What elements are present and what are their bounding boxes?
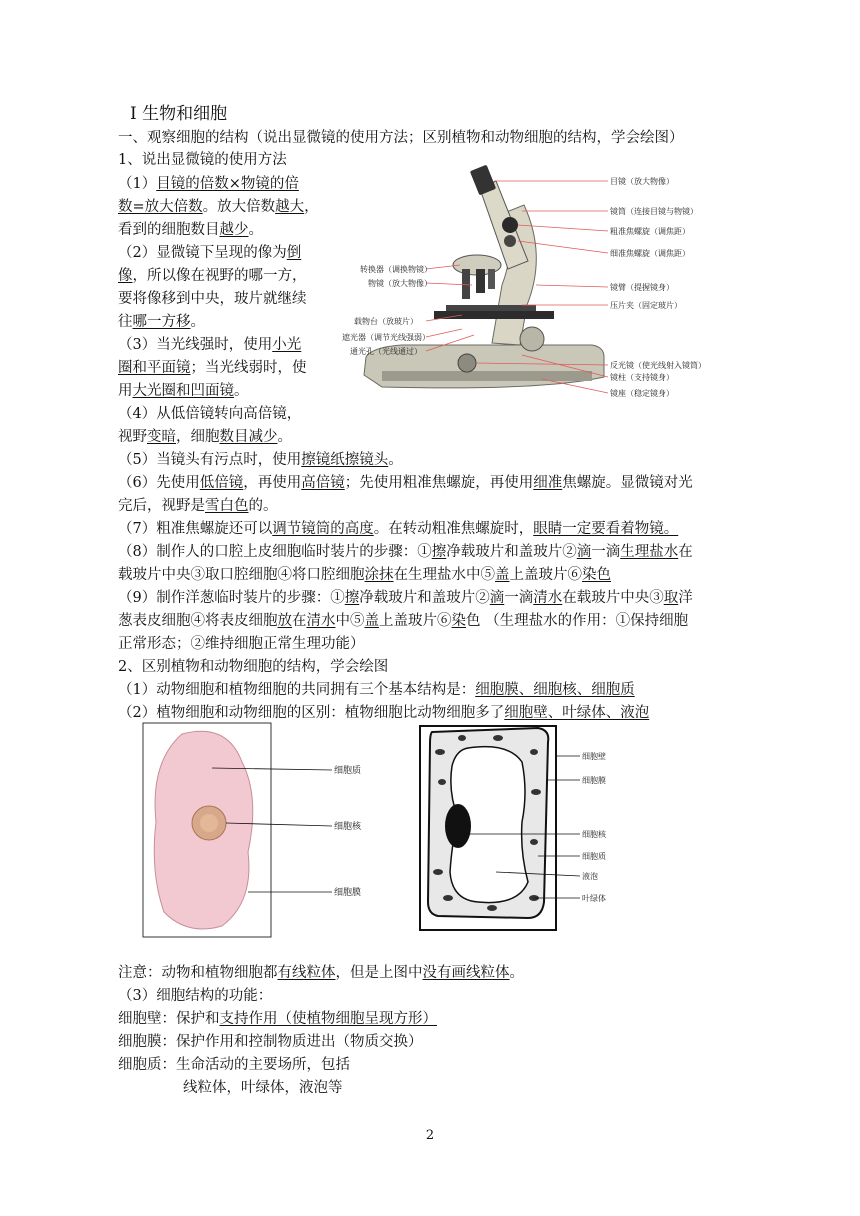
label-chloroplast: 叶绿体 [582, 894, 606, 903]
function-cytoplasm: 细胞质：生命活动的主要场所，包括 [118, 1057, 350, 1073]
label-vacuole: 液泡 [582, 872, 598, 881]
subsection-2: 2、区别植物和动物细胞的结构，学会绘图 [118, 659, 389, 675]
item-3-line-3: 用大光圈和凹面镜。 [118, 383, 249, 399]
function-cytoplasm-contents: 线粒体，叶绿体，液泡等 [183, 1080, 343, 1096]
label-arm: 镜臂（提握镜身） [610, 283, 674, 292]
item-9-line-2: 葱表皮细胞④将表皮细胞放在清水中⑤盖上盖玻片⑥染色 （生理盐水的作用：①保持细胞 [118, 613, 689, 629]
label-nucleus: 细胞核 [334, 822, 362, 832]
function-cell-wall: 细胞壁：保护和支持作用（使植物细胞呈现方形） [118, 1011, 437, 1027]
label-plant-membrane: 细胞膜 [582, 776, 606, 785]
label-coarse-focus: 粗准焦螺旋（调焦距） [610, 227, 690, 236]
label-cell-wall: 细胞壁 [582, 752, 606, 761]
label-pillar: 镜柱（支持镜身） [610, 373, 674, 382]
item-2-line-3: 要将像移到中央，玻片就继续 [118, 291, 307, 307]
label-plant-cytoplasm: 细胞质 [582, 852, 606, 861]
subsection-1: 1、说出显微镜的使用方法 [118, 152, 287, 168]
label-plant-nucleus: 细胞核 [582, 830, 606, 839]
item-3-line-1: （3）当光线强时，使用小光 [118, 337, 302, 353]
item-5: （5）当镜头有污点时，使用擦镜纸擦镜头。 [118, 452, 403, 468]
label-cytoplasm: 细胞质 [334, 766, 362, 776]
section-heading: 一、观察细胞的结构（说出显微镜的使用方法；区别植物和动物细胞的结构，学会绘图） [118, 130, 684, 146]
label-fine-focus: 细准焦螺旋（调焦距） [610, 249, 690, 258]
item-8-line-1: （8）制作人的口腔上皮细胞临时装片的步骤：①擦净载玻片和盖玻片②滴一滴生理盐水在 [118, 544, 693, 560]
page-number: 2 [425, 1128, 435, 1143]
label-stage: 载物台（放玻片） [354, 317, 418, 326]
item-1-line-1: （1）目镜的倍数×物镜的倍 [118, 176, 299, 192]
item-1-line-2: 数=放大倍数。放大倍数越大， [118, 199, 319, 215]
item-9-line-3: 正常形态；②维持细胞正常生理功能） [118, 636, 365, 652]
item-3-line-2: 圈和平面镜；当光线弱时，使 [118, 360, 307, 376]
label-membrane: 细胞膜 [334, 888, 362, 898]
point-1: （1）动物细胞和植物细胞的共同拥有三个基本结构是：细胞膜、细胞核、细胞质 [118, 682, 635, 698]
label-base: 镜座（稳定镜身） [610, 389, 674, 398]
label-tube: 镜筒（连接目镜与物镜） [610, 207, 698, 216]
animal-cell-diagram [142, 722, 374, 938]
plant-cell-diagram [418, 722, 628, 932]
label-converter: 转换器（调换物镜） [360, 265, 432, 274]
point-2: （2）植物细胞和动物细胞的区别：植物细胞比动物细胞多了细胞壁、叶绿体、液泡 [118, 705, 650, 721]
label-mirror: 反光镜（使光线射入镜筒） [610, 361, 706, 370]
point-3: （3）细胞结构的功能： [118, 988, 273, 1004]
label-light-hole: 通光孔（光线通过） [350, 347, 422, 356]
label-diaphragm: 遮光器（调节光线强弱） [342, 333, 430, 342]
chapter-heading: Ⅰ 生物和细胞 [130, 104, 228, 124]
item-2-line-2: 像，所以像在视野的哪一方， [118, 268, 307, 284]
item-7: （7）粗准焦螺旋还可以调节镜筒的高度。在转动粗准焦螺旋时，眼睛一定要看着物镜。 [118, 521, 679, 537]
item-8-line-2: 载玻片中央③取口腔细胞④将口腔细胞涂抹在生理盐水中⑤盖上盖玻片⑥染色 [118, 567, 611, 583]
item-6-line-2: 完后，视野是雪白色的。 [118, 498, 278, 514]
item-1-line-3: 看到的细胞数目越少。 [118, 222, 263, 238]
item-4-line-2: 视野变暗，细胞数目减少。 [118, 429, 292, 445]
item-2-line-4: 往哪一方移。 [118, 314, 205, 330]
item-9-line-1: （9）制作洋葱临时装片的步骤：①擦净载玻片和盖玻片②滴一滴清水在载玻片中央③取洋 [118, 590, 693, 606]
microscope-diagram [342, 165, 712, 405]
label-eyepiece: 目镜（放大物像） [610, 177, 674, 186]
label-clip: 压片夹（固定玻片） [610, 301, 682, 310]
item-4-line-1: （4）从低倍镜转向高倍镜， [118, 406, 302, 422]
function-cell-membrane: 细胞膜：保护作用和控制物质进出（物质交换） [118, 1034, 423, 1050]
note: 注意：动物和植物细胞都有线粒体，但是上图中没有画线粒体。 [118, 965, 524, 981]
label-objective: 物镜（放大物像） [368, 279, 432, 288]
item-6-line-1: （6）先使用低倍镜，再使用高倍镜；先使用粗准焦螺旋，再使用细准焦螺旋。显微镜对光 [118, 475, 693, 491]
item-2-line-1: （2）显微镜下呈现的像为倒 [118, 245, 302, 261]
